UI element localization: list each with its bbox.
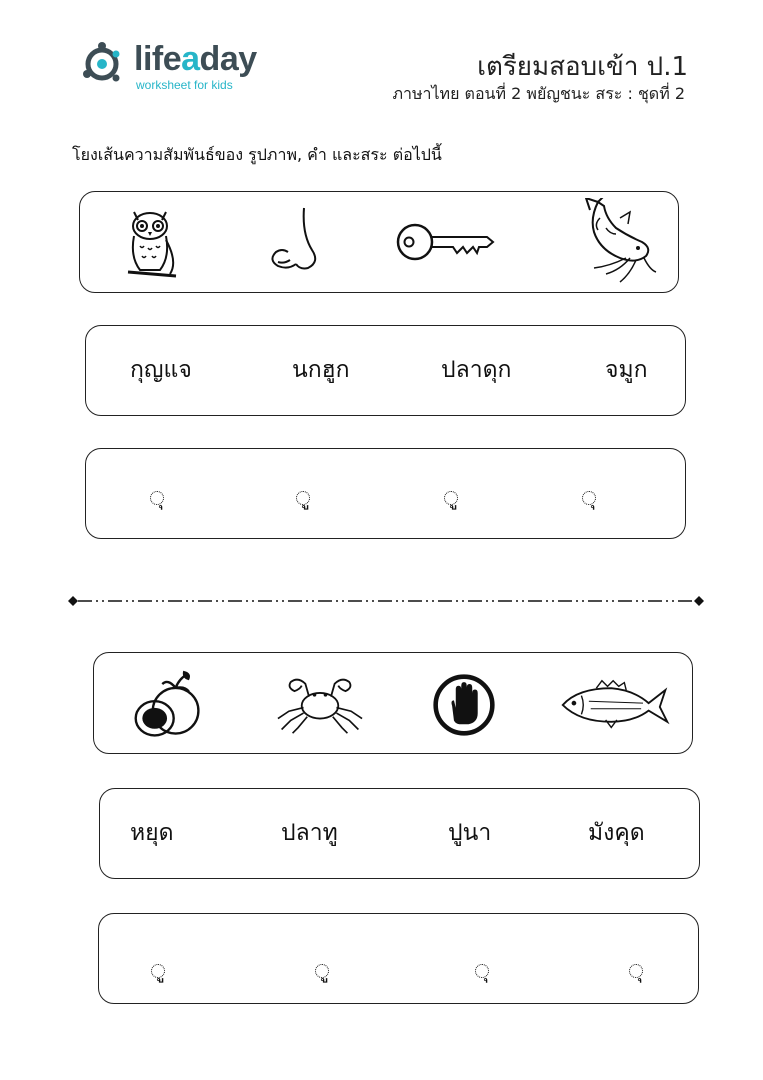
vowel-item[interactable] [444, 479, 458, 514]
dotted-circle-placeholder [582, 491, 596, 505]
word-item[interactable]: ปลาดุก [441, 357, 512, 383]
vowel-item[interactable] [315, 952, 329, 987]
logo-mark-icon [82, 40, 130, 88]
logo-wordmark: lifeaday [134, 40, 257, 78]
dotted-circle-placeholder [296, 491, 310, 505]
vowel-item[interactable] [151, 952, 165, 987]
owl-icon [120, 202, 180, 282]
instruction-text: โยงเส้นความสัมพันธ์ของ รูปภาพ, คำ และสระ ต่อไปนี้ [72, 145, 442, 164]
dotted-circle-placeholder [315, 964, 329, 978]
mangosteen-icon [130, 667, 206, 743]
word-item[interactable]: ปลาทู [281, 820, 338, 846]
word-item[interactable]: กุญแจ [130, 357, 192, 383]
dotted-circle-placeholder [150, 491, 164, 505]
section-divider [68, 594, 704, 608]
word-item[interactable]: นกฮูก [292, 357, 350, 383]
set1-word-box [85, 325, 686, 416]
word-item[interactable]: มังคุด [588, 820, 645, 846]
set2-word-box [99, 788, 700, 879]
logo-tagline: worksheet for kids [136, 78, 233, 92]
vowel-item[interactable] [582, 479, 596, 514]
set2-picture-box [93, 652, 693, 754]
vowel-item[interactable] [296, 479, 310, 514]
stop-hand-icon [432, 673, 496, 737]
word-item[interactable]: จมูก [605, 357, 648, 383]
word-item[interactable]: ปูนา [448, 820, 492, 846]
vowel-item[interactable] [150, 479, 164, 514]
nose-icon [260, 206, 330, 276]
dotted-circle-placeholder [475, 964, 489, 978]
dotted-circle-placeholder [151, 964, 165, 978]
logo [82, 38, 282, 98]
key-icon [395, 217, 495, 267]
word-item[interactable]: หยุด [130, 820, 174, 846]
vowel-item[interactable] [629, 952, 643, 987]
page-title: เตรียมสอบเข้า ป.1 [477, 52, 688, 82]
set1-picture-box [79, 191, 679, 293]
dotted-circle-placeholder [444, 491, 458, 505]
fish-icon [558, 677, 672, 733]
crab-icon [274, 671, 366, 735]
catfish-icon [580, 198, 660, 288]
dotted-circle-placeholder [629, 964, 643, 978]
set1-vowel-box [85, 448, 686, 539]
page-subtitle: ภาษาไทย ตอนที่ 2 พยัญชนะ สระ : ชุดที่ 2 [392, 84, 685, 103]
vowel-item[interactable] [475, 952, 489, 987]
set2-vowel-box [98, 913, 699, 1004]
